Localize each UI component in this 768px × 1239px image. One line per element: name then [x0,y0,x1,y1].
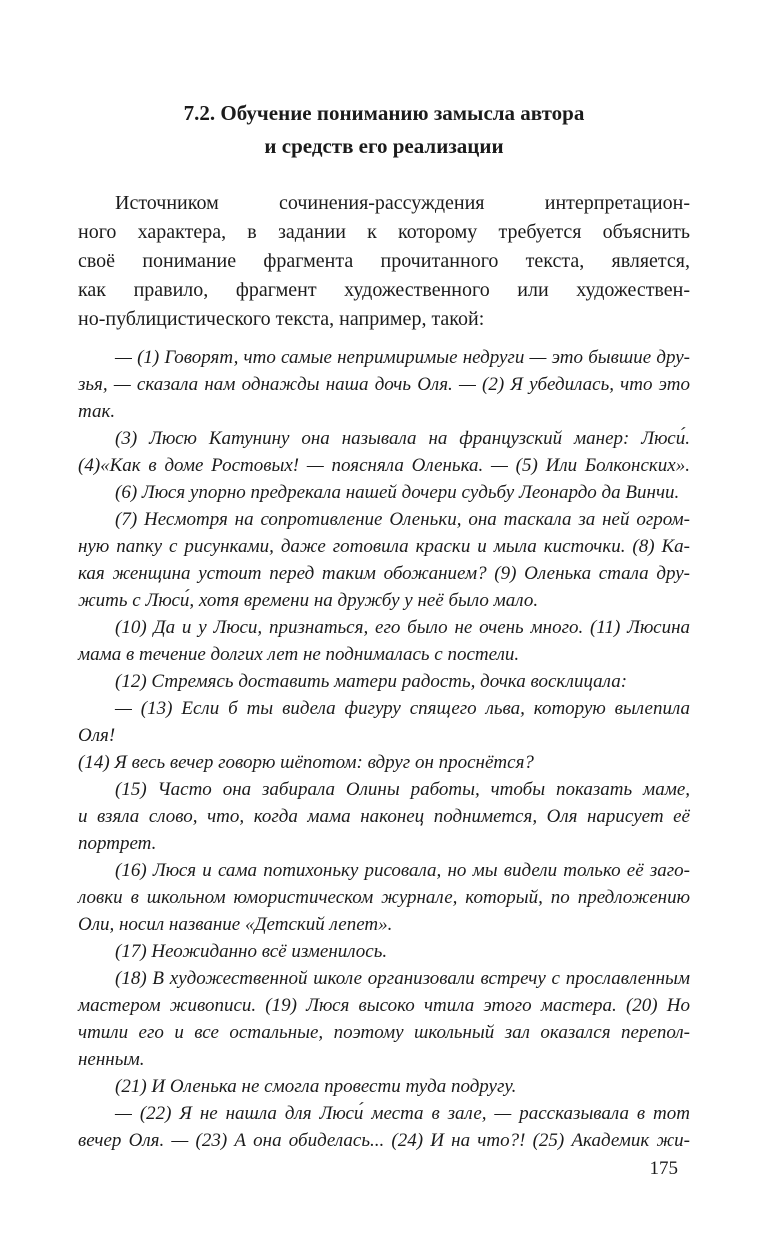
text-line: кая женщина устоит перед таким обожанием? (9) Оленька стала дру- [78,563,690,584]
excerpt-paragraph [78,695,690,776]
text-line: (15) Часто она забирала Олины работы, чтобы показать маме, [115,779,690,800]
text-line: как правило, фрагмент художественного или художествен- [78,279,690,301]
text-line: своё понимание фрагмента прочитанного текста, является, [78,250,690,272]
text-line: (12) Стремясь доставить матери радость, дочка восклицала: [115,671,628,692]
text-line: (10) Да и у Люси, признаться, его было не очень много. (11) Люсина [115,617,690,638]
excerpt-paragraph [78,1100,690,1154]
text-line: чтили его и все остальные, поэтому школьный зал оказался перепол- [78,1022,690,1043]
section-heading-line1: 7.2. Обучение пониманию замысла автора [183,101,585,125]
text-line: (7) Несмотря на сопротивление Оленьки, она таскала за ней огром- [115,509,690,530]
text-line: зья, — сказала нам однажды наша дочь Оля. — (2) Я убедилась, что это [78,374,690,395]
text-line: вечер Оля. — (23) А она обиделась... (24) И на что?! (25) Академик жи- [78,1130,690,1151]
text-line: ненным. [78,1049,145,1070]
excerpt-paragraph [78,614,690,668]
intro-paragraph [78,189,690,334]
excerpt-text [78,344,690,1154]
text-line: портрет. [78,833,157,854]
excerpt-paragraph [78,1073,690,1100]
text-line: — (1) Говорят, что самые непримиримые недруги — это бывшие дру- [115,347,690,368]
text-line: так. [78,401,116,422]
text-line: ную папку с рисунками, даже готовила краски и мыла кисточки. (8) Ка- [78,536,690,557]
text-line: — (13) Если б ты видела фигуру спящего льва, которую вылепила Оля! [78,698,690,746]
section-heading-line2: и средств его реализации [264,134,504,158]
text-line: Источником сочинения-рассуждения интерпретацион- [115,192,690,214]
text-line: (4)«Как в доме Ростовых! — поясняла Оленька. — (5) Или Болконских». [78,455,690,476]
text-line: (18) В художественной школе организовали встречу с прославленным [115,968,690,989]
text-line: ловки в школьном юмористическом журнале, который, по предложению [78,887,690,908]
text-line: (6) Люся упорно предрекала нашей дочери судьбу Леонардо да Винчи. [115,482,680,503]
text-line: жить с Люси́, хотя времени на дружбу у неё было мало. [78,590,539,611]
excerpt-paragraph [78,965,690,1073]
text-line: мастером живописи. (19) Люся высоко чтила этого мастера. (20) Но [78,995,690,1016]
excerpt-paragraph [78,776,690,857]
text-line: (16) Люся и сама потихоньку рисовала, но мы видели только её заго- [115,860,690,881]
text-line: и взяла слово, что, когда мама наконец поднимется, Оля нарисует её [78,806,690,827]
excerpt-paragraph [78,938,690,965]
excerpt-paragraph [78,857,690,938]
text-line: но-публицистического текста, например, такой: [78,308,485,330]
excerpt-paragraph [78,668,690,695]
page-number: 175 [649,1158,678,1179]
excerpt-paragraph [78,425,690,479]
excerpt-paragraph [78,344,690,425]
excerpt-paragraph [78,479,690,506]
text-line: мама в течение долгих лет не поднималась с постели. [78,644,520,665]
section-heading [78,97,690,163]
text-line: (14) Я весь вечер говорю шёпотом: вдруг он проснётся? [78,752,534,773]
text-line: — (22) Я не нашла для Люси́ места в зале, — рассказывала в тот [115,1103,690,1124]
text-line: (21) И Оленька не смогла провести туда подругу. [115,1076,517,1097]
text-line: Оли, носил название «Детский лепет». [78,914,393,935]
text-line: (3) Люсю Катунину она называла на французский манер: Люси́. [115,428,690,449]
text-line: ного характера, в задании к которому требуется объяснить [78,221,690,243]
text-line: (17) Неожиданно всё изменилось. [115,941,388,962]
excerpt-paragraph [78,506,690,614]
